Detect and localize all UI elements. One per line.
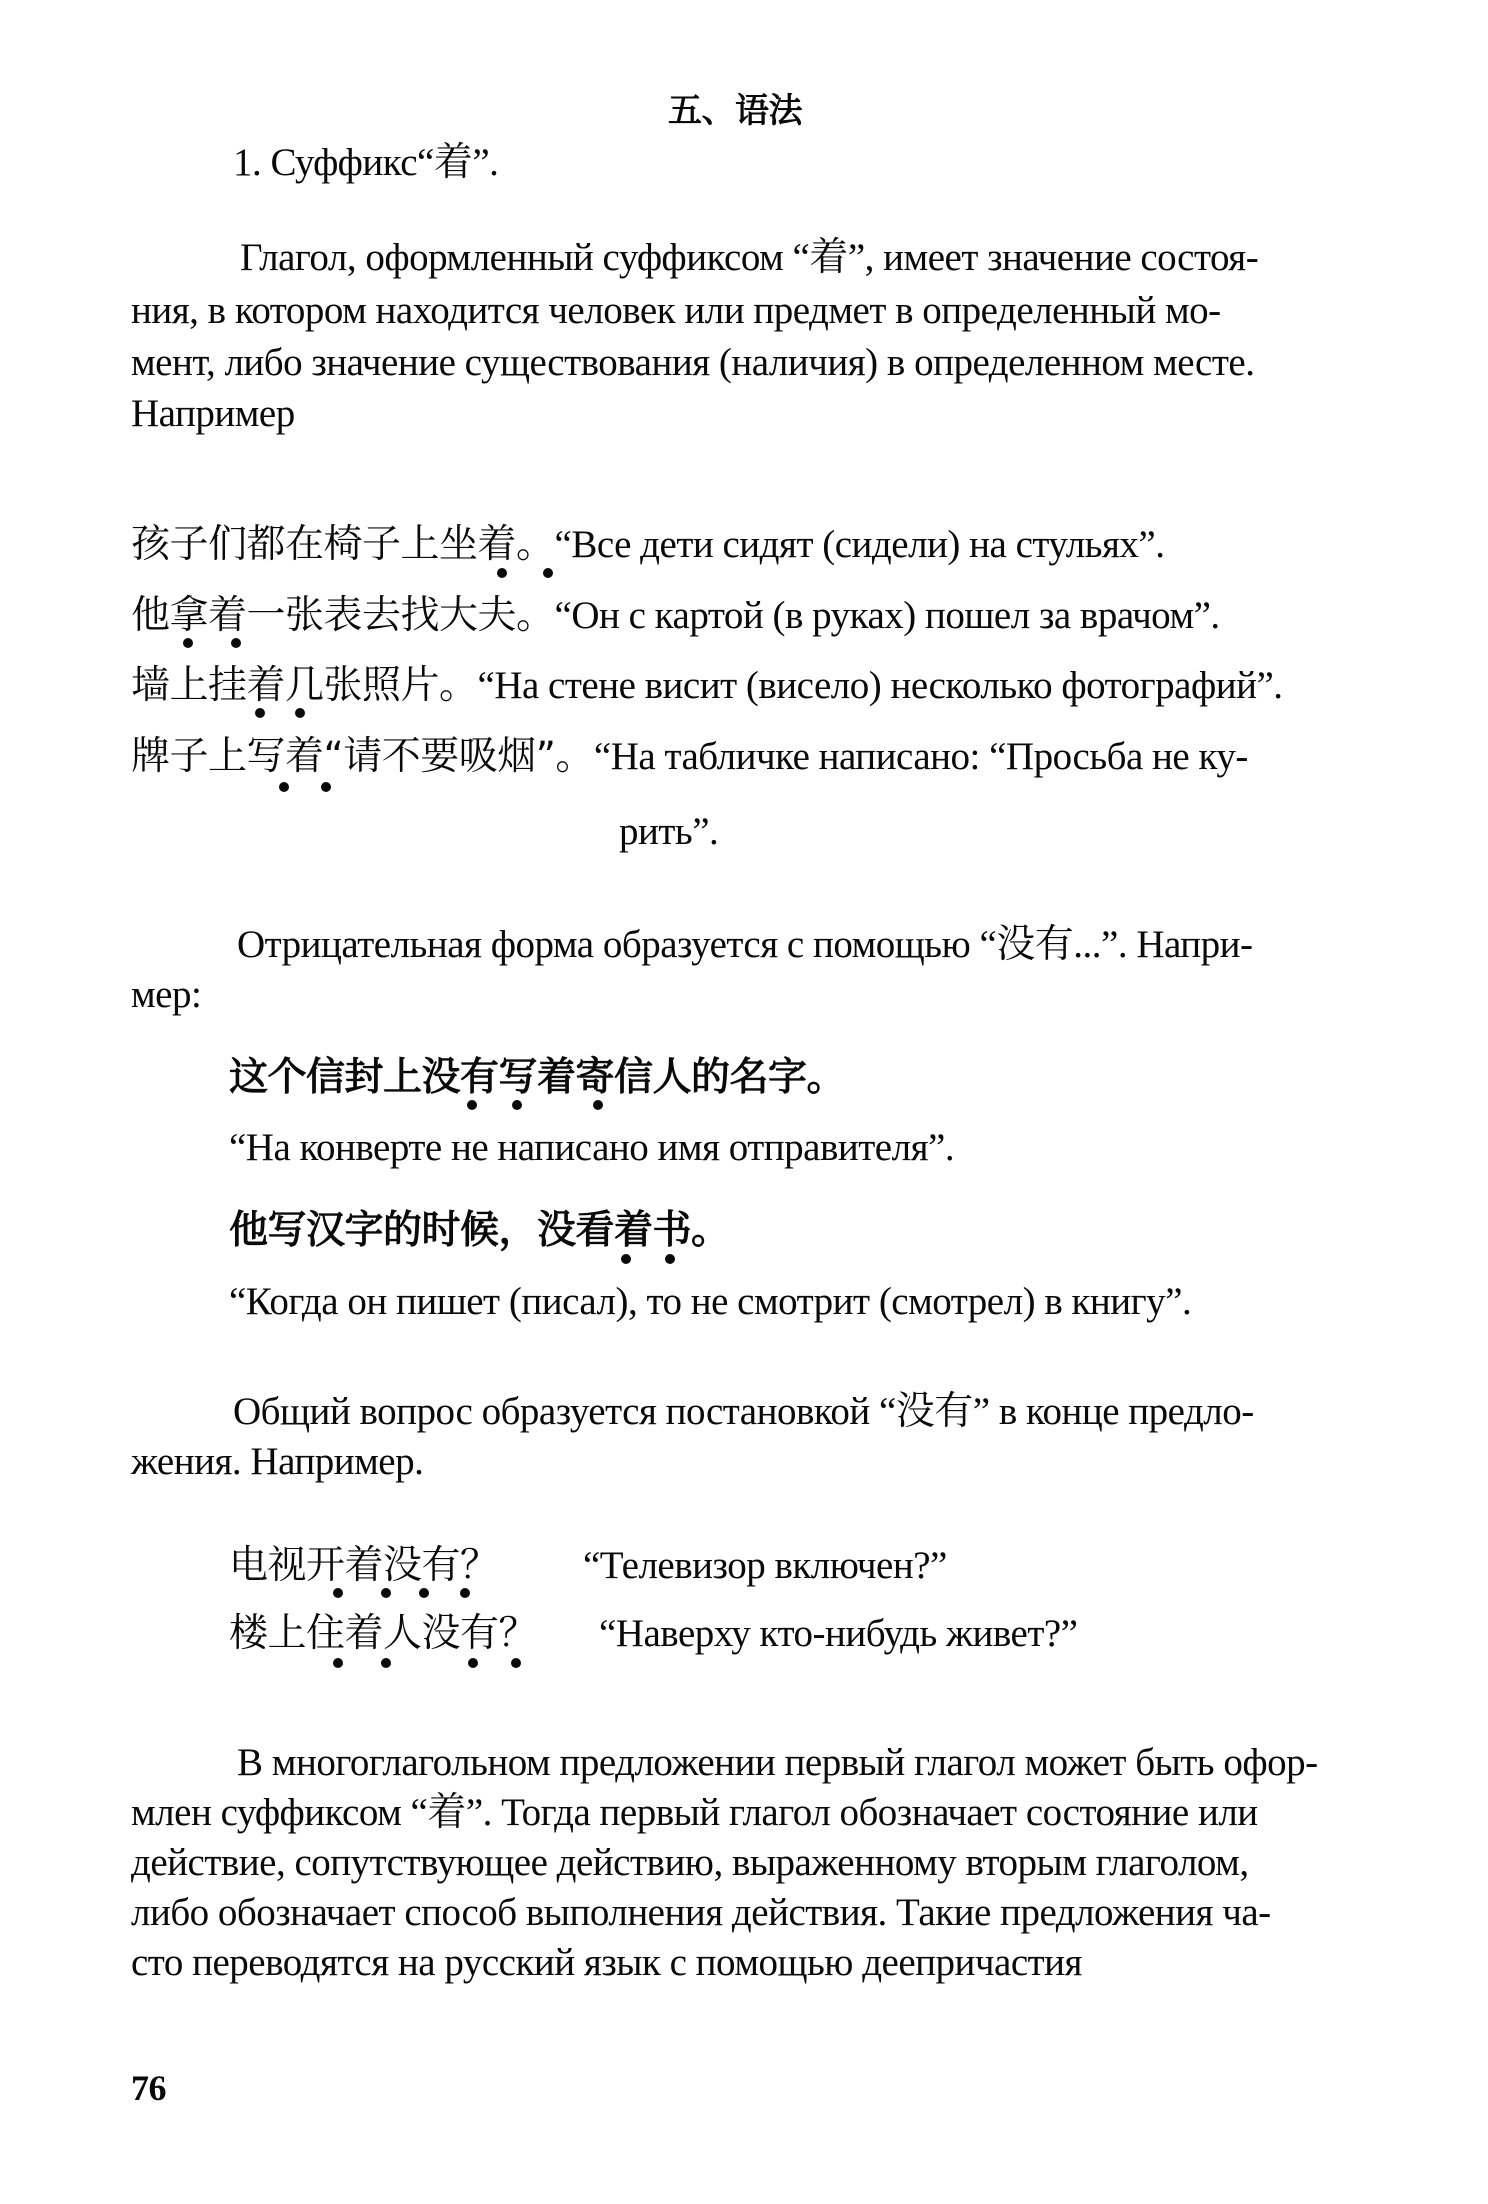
example-chinese: 墙上挂着几张照片。 xyxy=(131,663,478,708)
example-translation: “На табличке написано: “Просьба не ку- xyxy=(593,735,1248,778)
question-chinese: 电视开着没有？ xyxy=(229,1543,499,1588)
question-intro-line: жения. Например. xyxy=(131,1440,424,1483)
example-translation: “На стене висит (висело) несколько фотографий”. xyxy=(477,664,1283,707)
section-heading: 五、语法 xyxy=(668,91,802,131)
example-chinese: 牌子上写着“请不要吸烟”。 xyxy=(131,734,594,779)
intro-line: Глагол, оформленный суффиксом “着”, имеет значение состоя- xyxy=(240,236,1259,279)
emphasis-dot xyxy=(468,1658,478,1668)
page-number: 76 xyxy=(131,2068,166,2108)
emphasis-dot xyxy=(543,568,553,578)
intro-line: мент, либо значение существования (наличия) в определенном месте. xyxy=(131,341,1255,384)
negation-intro-line: Отрицательная форма образуется с помощью “没有...”. Напри- xyxy=(237,923,1253,966)
example-line xyxy=(131,522,1165,567)
example-line xyxy=(131,734,1248,779)
intro-line: Например xyxy=(131,392,295,435)
negation-intro-line: мер: xyxy=(131,973,202,1016)
emphasis-dot xyxy=(381,1588,391,1598)
intro-line: ния, в котором находится человек или предмет в определенный мо- xyxy=(131,289,1221,332)
negation-translation: “На конверте не написано имя отправителя”. xyxy=(229,1126,955,1169)
negation-chinese: 这个信封上没有写着寄信人的名字。 xyxy=(229,1055,846,1100)
paragraph-line: действие, сопутствующее действию, выраженному вторым глаголом, xyxy=(131,1841,1249,1884)
emphasis-dot xyxy=(183,638,193,648)
question-intro-line: Общий вопрос образуется постановкой “没有” в конце предло- xyxy=(233,1390,1254,1433)
question-translation: “Телевизор включен?” xyxy=(583,1544,947,1587)
emphasis-dot xyxy=(231,638,241,648)
emphasis-dot xyxy=(321,782,331,792)
emphasis-dot xyxy=(255,708,265,718)
example-line xyxy=(131,663,1283,708)
example-chinese: 孩子们都在椅子上坐着。 xyxy=(131,522,555,567)
example-translation: “Все дети сидят (сидели) на стульях”. xyxy=(554,523,1165,566)
emphasis-dot xyxy=(279,782,289,792)
emphasis-dot xyxy=(511,1658,521,1668)
emphasis-dot xyxy=(381,1658,391,1668)
paragraph-line: млен суффиксом “着”. Тогда первый глагол обозначает состояние или xyxy=(131,1791,1258,1834)
emphasis-dot xyxy=(665,1254,675,1264)
emphasis-dot xyxy=(497,568,507,578)
emphasis-dot xyxy=(512,1100,522,1110)
paragraph-line: либо обозначает способ выполнения действия. Такие предложения ча- xyxy=(131,1891,1271,1934)
example-translation: “Он с картой (в руках) пошел за врачом”. xyxy=(554,594,1220,637)
emphasis-dot xyxy=(467,1100,477,1110)
emphasis-dot xyxy=(333,1588,343,1598)
question-chinese: 楼上住着人没有？ xyxy=(229,1611,538,1656)
example-continuation: рить”. xyxy=(619,810,719,853)
example-line xyxy=(131,593,1220,638)
paragraph-line: сто переводятся на русский язык с помощью деепричастия xyxy=(131,1941,1082,1984)
negation-chinese: 他写汉字的时候，没看着书。 xyxy=(229,1208,730,1253)
emphasis-dot xyxy=(460,1588,470,1598)
subsection-title: 1. Суффикс“着”. xyxy=(233,141,499,184)
paragraph-line: В многоглагольном предложении первый глагол может быть офор- xyxy=(237,1741,1318,1784)
emphasis-dot xyxy=(593,1100,603,1110)
emphasis-dot xyxy=(419,1588,429,1598)
emphasis-dot xyxy=(295,708,305,718)
negation-translation: “Когда он пишет (писал), то не смотрит (смотрел) в книгу”. xyxy=(229,1280,1192,1323)
emphasis-dot xyxy=(333,1658,343,1668)
emphasis-dot xyxy=(621,1254,631,1264)
question-translation: “Наверху кто-нибудь живет?” xyxy=(599,1612,1078,1655)
example-chinese: 他拿着一张表去找大夫。 xyxy=(131,593,555,638)
